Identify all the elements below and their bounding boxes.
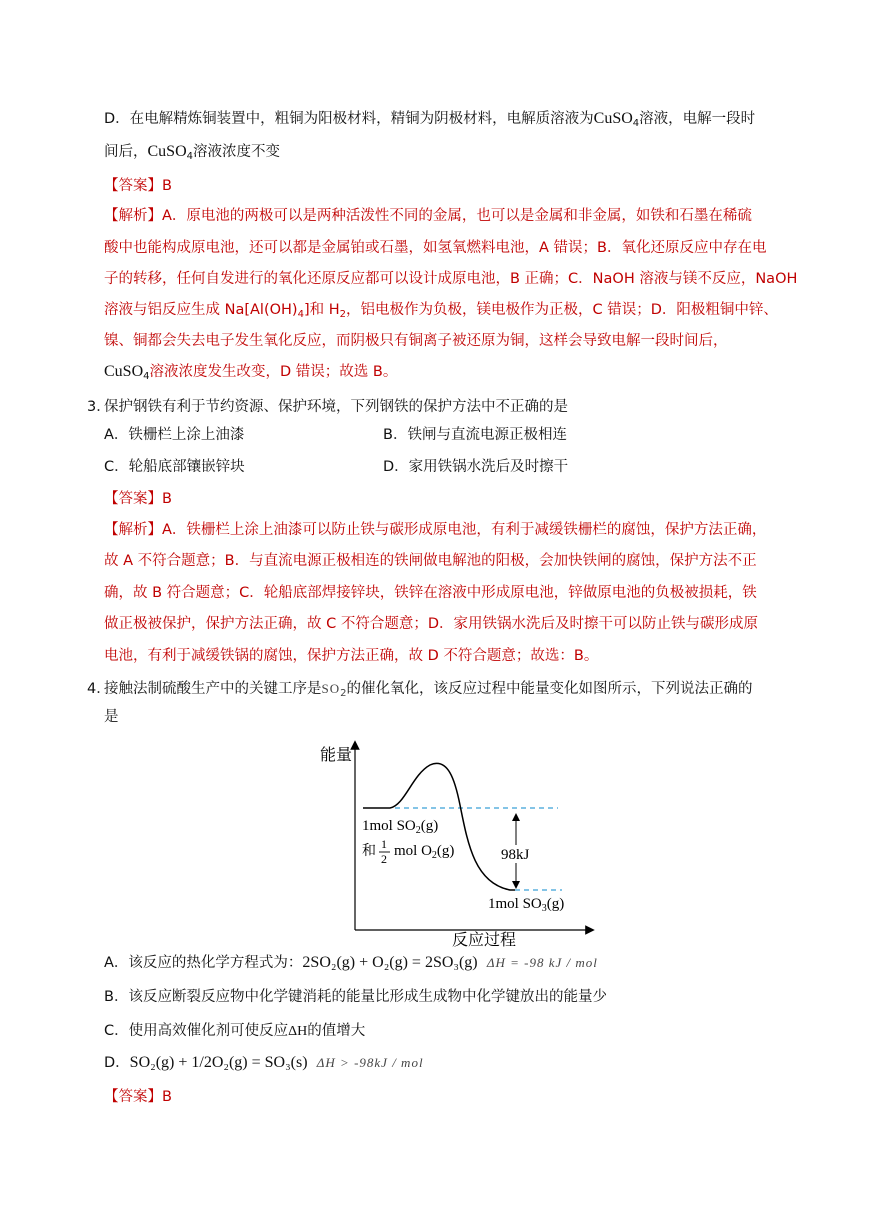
q3-option-a: A．铁栅栏上涂上油漆 (104, 427, 245, 443)
q3-number: 3． (87, 399, 111, 415)
q4-number: 4． (87, 681, 111, 697)
q2-explanation-line4: 溶液与铝反应生成 $Na[Al(OH)_4]$和 $H_2$，铝电极作为负极，镁电极作为正极，C 错误；D．阳极粗铜中锌、 (104, 302, 778, 320)
q2-explanation-line1: 【解析】A．原电池的两极可以是两种活泼性不同的金属，也可以是金属和非金属，如铁和石墨在稀硫 (104, 208, 752, 224)
product-label: 1mol $SO_3(g)$ (488, 896, 565, 914)
reactant-label-he: 和 (362, 843, 376, 859)
q4-stem-line1: 接触法制硫酸生产中的关键工序是$SO_2$的催化氧化，该反应过程中能量变化如图所示，下列说法正确的 (104, 681, 753, 699)
q3-explanation-line4: 做正极被保护，保护方法正确，故 C 不符合题意；D．家用铁锅水洗后及时擦干可以防止铁与碳形成原 (104, 616, 759, 632)
q4-option-d: D．SO₂(g) + 1/2O₂(g) = SO₃(s) ΔH > -98kJ / mol (104, 1054, 424, 1071)
x-axis-label: 反应过程 (452, 930, 517, 949)
q2-explanation-line6: CuSO$_4$溶液浓度发生改变，D 错误；故选 B。 (104, 363, 398, 382)
q2-option-d-line2: 间后，CuSO$_4$溶液浓度不变 (104, 143, 280, 162)
q2-answer: 【答案】B (104, 178, 172, 194)
q2-explanation-line3: 子的转移，任何自发进行的氧化还原反应都可以设计成原电池，B 正确；C．NaOH 溶液与镁不反应，NaOH (104, 271, 798, 287)
q4-stem-line2: 是 (104, 709, 119, 725)
reactant-label-line1: 1mol $SO_2(g)$ (362, 818, 439, 836)
q2-explanation-line2: 酸中也能构成原电池，还可以都是金属铂或石墨，如氢氧燃料电池，A 错误；B．氧化还原反应中存在电 (104, 240, 767, 256)
q3-explanation-line2: 故 A 不符合题意；B．与直流电源正极相连的铁闸做电解池的阳极，会加快铁闸的腐蚀，保护方法不正 (104, 553, 757, 569)
q2-explanation-line5: 镍、铜都会失去电子发生氧化反应，而阴极只有铜离子被还原为铜，这样会导致电解一段时间后， (104, 333, 728, 349)
q4-option-c: C．使用高效催化剂可使反应ΔH的值增大 (104, 1023, 366, 1039)
frac-numerator: 1 (381, 837, 387, 851)
energy-label: 98kJ (501, 847, 530, 863)
energy-diagram (300, 735, 600, 950)
q3-option-d: D．家用铁锅水洗后及时擦干 (383, 459, 569, 475)
q3-explanation-line1: 【解析】A．铁栅栏上涂上油漆可以防止铁与碳形成原电池，有利于减缓铁栅栏的腐蚀，保护方法正确， (104, 522, 767, 538)
y-axis-label: 能量 (320, 745, 353, 764)
q3-option-b: B．铁闸与直流电源正极相连 (383, 427, 567, 443)
q4-answer: 【答案】B (104, 1089, 172, 1105)
q3-explanation-line3: 确，故 B 符合题意；C．轮船底部焊接锌块，铁锌在溶液中形成原电池，锌做原电池的负极被损耗，铁 (104, 585, 757, 601)
reactant-label-line2: mol $O_2(g)$ (394, 843, 455, 861)
q3-explanation-line5: 电池，有利于减缓铁锅的腐蚀，保护方法正确，故 D 不符合题意；故选：B。 (104, 648, 599, 664)
q3-stem: 保护钢铁有利于节约资源、保护环境，下列钢铁的保护方法中不正确的是 (104, 399, 568, 415)
q4-option-b: B．该反应断裂反应物中化学键消耗的能量比形成生成物中化学键放出的能量少 (104, 989, 607, 1005)
q4-option-a: A．该反应的热化学方程式为：2SO₂(g) + O₂(g) = 2SO₃(g) ΔH = -98 kJ / mol (104, 954, 598, 971)
q3-answer: 【答案】B (104, 491, 172, 507)
frac-denominator: 2 (381, 852, 387, 866)
q2-option-d-line1: D．在电解精炼铜装置中，粗铜为阳极材料，精铜为阴极材料，电解质溶液为CuSO$_4$溶液，电解一段时 (104, 110, 756, 129)
q3-option-c: C．轮船底部镶嵌锌块 (104, 459, 245, 475)
